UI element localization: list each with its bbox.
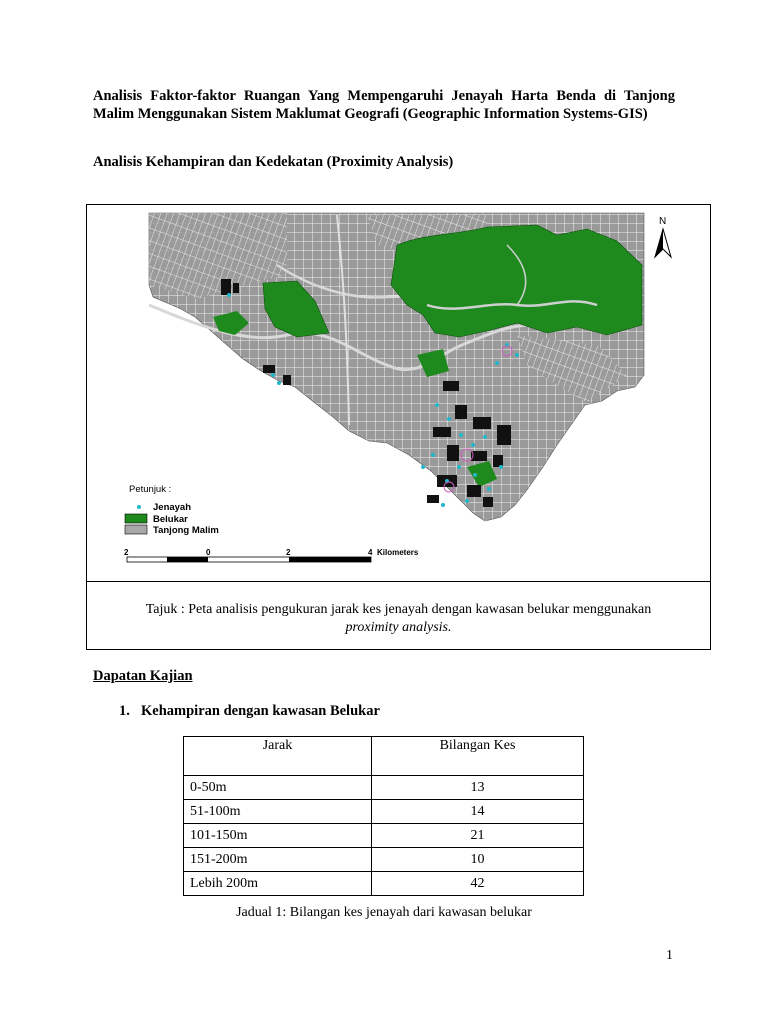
- legend-title: Petunjuk :: [129, 484, 172, 495]
- cell-count: 14: [372, 800, 584, 824]
- figure-caption: [87, 601, 710, 637]
- table-row: [184, 848, 584, 872]
- cell-count: 13: [372, 776, 584, 800]
- header-jarak: Jarak: [184, 737, 372, 776]
- table-row: [184, 872, 584, 896]
- scale-label-0: 0: [206, 548, 211, 557]
- table-row: [184, 776, 584, 800]
- north-label: N: [659, 216, 667, 227]
- legend-label-jenayah: Jenayah: [153, 502, 192, 513]
- page-number: 1: [666, 948, 673, 963]
- cell-count: 42: [372, 872, 584, 896]
- table-caption: Jadual 1: Bilangan kes jenayah dari kawasan belukar: [236, 905, 532, 920]
- header-bilangan-kes: Bilangan Kes: [372, 737, 584, 776]
- item-title: Kehampiran dengan kawasan Belukar: [141, 703, 380, 719]
- proximity-map: [87, 205, 710, 582]
- legend-swatch-belukar: [125, 514, 147, 523]
- caption-text: Tajuk : Peta analisis pengukuran jarak kes jenayah dengan kawasan belukar menggunakan: [145, 602, 652, 617]
- scale-unit: Kilometers: [377, 548, 419, 557]
- document-subtitle: Analisis Kehampiran dan Kedekatan (Proximity Analysis): [93, 154, 454, 170]
- cell-count: 21: [372, 824, 584, 848]
- cell-range: 101-150m: [184, 824, 372, 848]
- section-heading: Dapatan Kajian: [93, 668, 193, 684]
- cell-range: 0-50m: [184, 776, 372, 800]
- cell-range: 151-200m: [184, 848, 372, 872]
- figure-frame: [86, 204, 711, 650]
- legend-label-tanjong-malim: Tanjong Malim: [153, 525, 219, 536]
- item-number: 1.: [119, 703, 130, 719]
- distance-table: [183, 736, 584, 896]
- scale-label-2-left: 2: [124, 548, 129, 557]
- subsection-heading: [119, 703, 380, 720]
- caption-italic: proximity analysis.: [345, 620, 452, 635]
- cell-count: 10: [372, 848, 584, 872]
- legend-label-belukar: Belukar: [153, 514, 188, 525]
- table-header-row: [184, 737, 584, 776]
- scale-label-4: 4: [368, 548, 373, 557]
- belukar-area-north: [391, 225, 642, 337]
- legend-swatch-tanjong-malim: [125, 525, 147, 534]
- table-row: [184, 824, 584, 848]
- cell-range: 51-100m: [184, 800, 372, 824]
- scale-label-2: 2: [286, 548, 291, 557]
- cell-range: Lebih 200m: [184, 872, 372, 896]
- table-row: [184, 800, 584, 824]
- document-title: Analisis Faktor-faktor Ruangan Yang Mempengaruhi Jenayah Harta Benda di Tanjong Malim Menggunakan Sistem Maklumat Geografi (Geographic Information Systems-GIS): [93, 88, 675, 122]
- crime-point-icon: [137, 505, 141, 509]
